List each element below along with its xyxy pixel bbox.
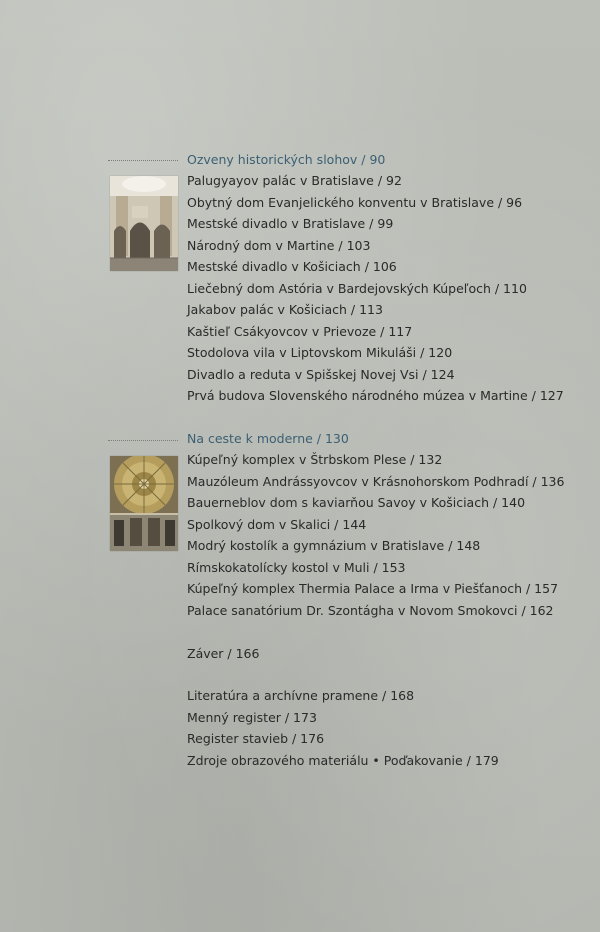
toc-entry[interactable]: Modrý kostolík a gymnázium v Bratislave / 148 [187, 538, 481, 553]
toc-entry[interactable]: Kúpeľný komplex v Štrbskom Plese / 132 [187, 452, 443, 467]
section-1-thumbnail-image [110, 176, 178, 271]
interior-staircase-photo [110, 176, 178, 271]
toc-entry[interactable]: Obytný dom Evanjelického konventu v Bratislave / 96 [187, 194, 523, 210]
section-1-entries [187, 170, 564, 407]
toc-entry[interactable]: Zdroje obrazového materiálu • Poďakovanie / 179 [187, 752, 499, 768]
toc-entry[interactable]: Menný register / 173 [187, 709, 317, 725]
toc-entry[interactable]: Mestské divadlo v Košiciach / 106 [187, 259, 397, 274]
toc-entry[interactable]: Prvá budova Slovenského národného múzea v Martine / 127 [187, 388, 564, 403]
toc-entry[interactable]: Liečebný dom Astória v Bardejovských Kúpeľoch / 110 [187, 280, 527, 296]
conclusion-entry[interactable]: Záver / 166 [187, 646, 260, 661]
section-1-dotted-rule [108, 160, 178, 161]
toc-entry[interactable]: Bauerneblov dom s kaviarňou Savoy v Košiciach / 140 [187, 495, 526, 510]
toc-entry[interactable]: Divadlo a reduta v Spišskej Novej Vsi / 124 [187, 366, 455, 382]
section-2-entries [187, 449, 564, 621]
dome-interior-photo [110, 456, 178, 551]
toc-entry[interactable]: Palace sanatórium Dr. Szontágha v Novom Smokovci / 162 [187, 602, 554, 618]
toc-entry[interactable]: Stodolova vila v Liptovskom Mikuláši / 120 [187, 345, 453, 360]
toc-entry[interactable]: Mauzóleum Andrássyovcov v Krásnohorskom Podhradí / 136 [187, 473, 565, 489]
section-1-heading: Ozveny historických slohov / 90 [187, 152, 386, 167]
toc-entry[interactable]: Spolkový dom v Skalici / 144 [187, 516, 367, 532]
section-2-dotted-rule [108, 440, 178, 441]
toc-entry[interactable]: Jakabov palác v Košiciach / 113 [187, 302, 383, 317]
section-2-heading: Na ceste k moderne / 130 [187, 431, 349, 446]
toc-entry[interactable]: Register stavieb / 176 [187, 731, 325, 746]
toc-entry[interactable]: Rímskokatolícky kostol v Muli / 153 [187, 559, 406, 575]
toc-entry[interactable]: Kaštieľ Csákyovcov v Prievoze / 117 [187, 323, 413, 339]
toc-entry[interactable]: Palugyayov palác v Bratislave / 92 [187, 173, 402, 188]
toc-entry[interactable]: Literatúra a archívne pramene / 168 [187, 688, 415, 703]
toc-entry[interactable]: Mestské divadlo v Bratislave / 99 [187, 216, 394, 231]
toc-entry[interactable]: Kúpeľný komplex Thermia Palace a Irma v Piešťanoch / 157 [187, 581, 559, 596]
toc-entry[interactable]: Národný dom v Martine / 103 [187, 237, 371, 253]
section-2-thumbnail-image [110, 456, 178, 551]
backmatter-entries [187, 685, 499, 771]
